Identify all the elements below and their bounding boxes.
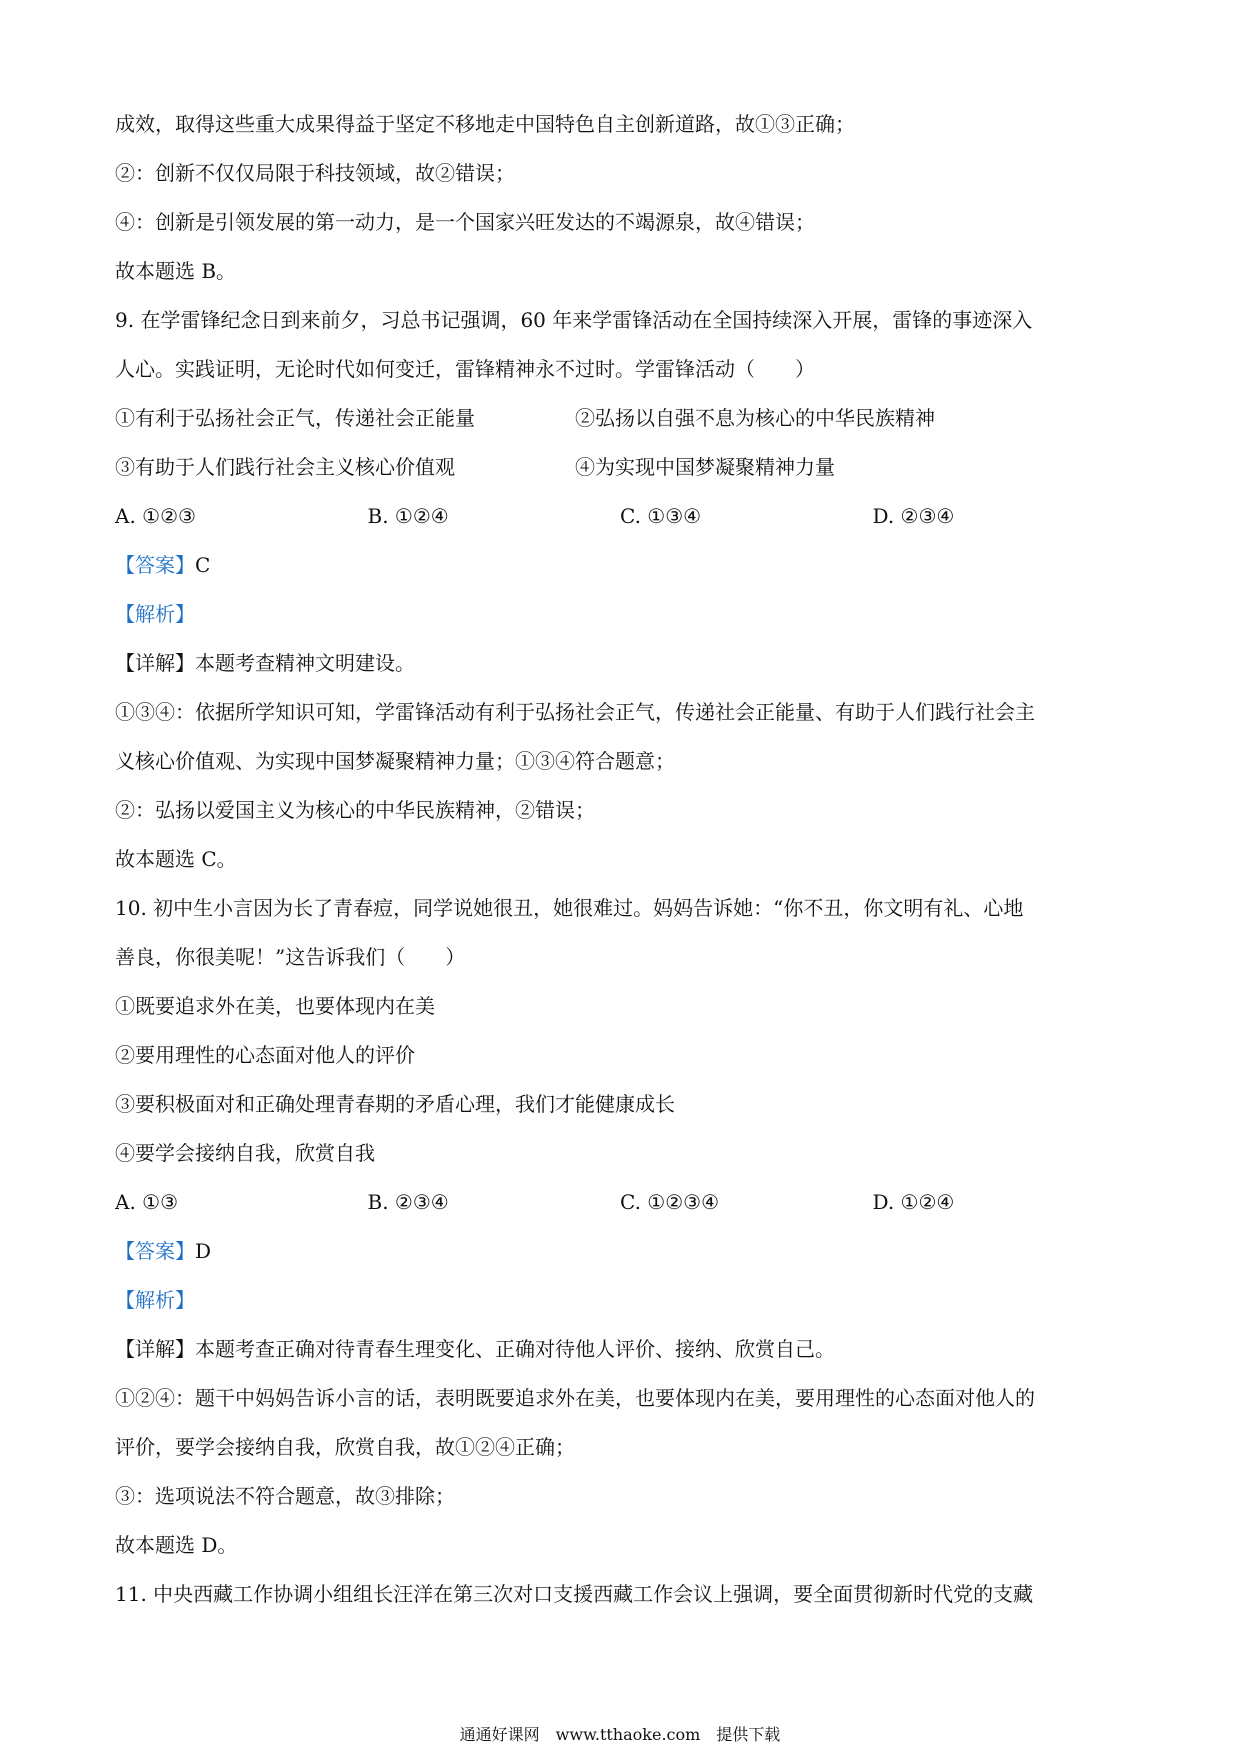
q10-detail: 【详解】本题考查正确对待青春生理变化、正确对待他人评价、接纳、欣赏自己。 <box>115 1337 835 1361</box>
body-line-1: 成效，取得这些重大成果得益于坚定不移地走中国特色自主创新道路，故①③正确； <box>115 112 855 136</box>
page-footer: 通通好课网 www.tthaoke.com 提供下载 <box>459 1725 781 1744</box>
q10-option-b: B. ②③④ <box>367 1190 449 1214</box>
q9-detail: 【详解】本题考查精神文明建设。 <box>115 651 415 675</box>
q9-answer <box>115 541 1125 590</box>
q9-answer-tag: 【答案】 <box>115 553 195 577</box>
q9-stem-line-2: 人心。实践证明，无论时代如何变迁，雷锋精神永不过时。学雷锋活动（ ） <box>115 357 815 381</box>
q10-statement-1: ①既要追求外在美，也要体现内在美 <box>115 994 435 1018</box>
q9-statement-4: ④为实现中国梦凝聚精神力量 <box>575 455 835 479</box>
q9-answer-value: C <box>195 553 211 577</box>
q9-conclusion: 故本题选 C。 <box>115 847 237 871</box>
q9-explanation-2: ②：弘扬以爱国主义为核心的中华民族精神，②错误； <box>115 798 595 822</box>
body-line-3: ④：创新是引领发展的第一动力，是一个国家兴旺发达的不竭源泉，故④错误； <box>115 210 815 234</box>
q9-statement-1: ①有利于弘扬社会正气，传递社会正能量 <box>115 406 475 430</box>
q10-conclusion: 故本题选 D。 <box>115 1533 238 1557</box>
q10-statement-4: ④要学会接纳自我，欣赏自我 <box>115 1141 375 1165</box>
q9-explanation-1b: 义核心价值观、为实现中国梦凝聚精神力量；①③④符合题意； <box>115 749 675 773</box>
q10-analysis <box>115 1276 1125 1325</box>
q10-explanation-1b: 评价，要学会接纳自我，欣赏自我，故①②④正确； <box>115 1435 575 1459</box>
q9-statements-row-2 <box>115 443 1125 492</box>
q10-stem-line-2: 善良，你很美呢！”这告诉我们（ ） <box>115 945 466 969</box>
q9-statement-3: ③有助于人们践行社会主义核心价值观 <box>115 455 455 479</box>
q9-statements-row-1 <box>115 394 1125 443</box>
q10-option-a: A. ①③ <box>115 1190 179 1214</box>
q9-stem-line-1: 9. 在学雷锋纪念日到来前夕，习总书记强调，60 年来学雷锋活动在全国持续深入开展，雷锋的事迹深入 <box>115 308 1033 332</box>
body-line-2: ②：创新不仅仅局限于科技领域，故②错误； <box>115 161 515 185</box>
q10-analysis-tag: 【解析】 <box>115 1288 195 1312</box>
q10-statement-3: ③要积极面对和正确处理青春期的矛盾心理，我们才能健康成长 <box>115 1092 675 1116</box>
q9-explanation-1a: ①③④：依据所学知识可知，学雷锋活动有利于弘扬社会正气，传递社会正能量、有助于人们践行社会主 <box>115 700 1035 724</box>
q9-option-b: B. ①②④ <box>367 504 449 528</box>
q9-option-d: D. ②③④ <box>872 504 955 528</box>
q10-option-d: D. ①②④ <box>872 1190 955 1214</box>
q10-stem-line-1: 10. 初中生小言因为长了青春痘，同学说她很丑，她很难过。妈妈告诉她：“你不丑，你文明有礼、心地 <box>115 896 1024 920</box>
q9-option-a: A. ①②③ <box>115 504 196 528</box>
q9-statement-2: ②弘扬以自强不息为核心的中华民族精神 <box>575 406 935 430</box>
q9-options <box>115 492 1125 541</box>
q9-analysis <box>115 590 1125 639</box>
q10-answer-tag: 【答案】 <box>115 1239 195 1263</box>
q10-explanation-2: ③：选项说法不符合题意，故③排除； <box>115 1484 455 1508</box>
q9-analysis-tag: 【解析】 <box>115 602 195 626</box>
body-line-4: 故本题选 B。 <box>115 259 237 283</box>
q11-stem-line-1: 11. 中央西藏工作协调小组组长汪洋在第三次对口支援西藏工作会议上强调，要全面贯彻新时代党的支藏 <box>115 1582 1034 1606</box>
q10-statement-2: ②要用理性的心态面对他人的评价 <box>115 1043 415 1067</box>
q10-option-c: C. ①②③④ <box>620 1190 720 1214</box>
q9-option-c: C. ①③④ <box>620 504 702 528</box>
q10-options <box>115 1178 1125 1227</box>
document-content <box>115 100 1125 1619</box>
q10-answer <box>115 1227 1125 1276</box>
q10-answer-value: D <box>195 1239 212 1263</box>
q10-explanation-1a: ①②④：题干中妈妈告诉小言的话，表明既要追求外在美，也要体现内在美，要用理性的心态面对他人的 <box>115 1386 1035 1410</box>
